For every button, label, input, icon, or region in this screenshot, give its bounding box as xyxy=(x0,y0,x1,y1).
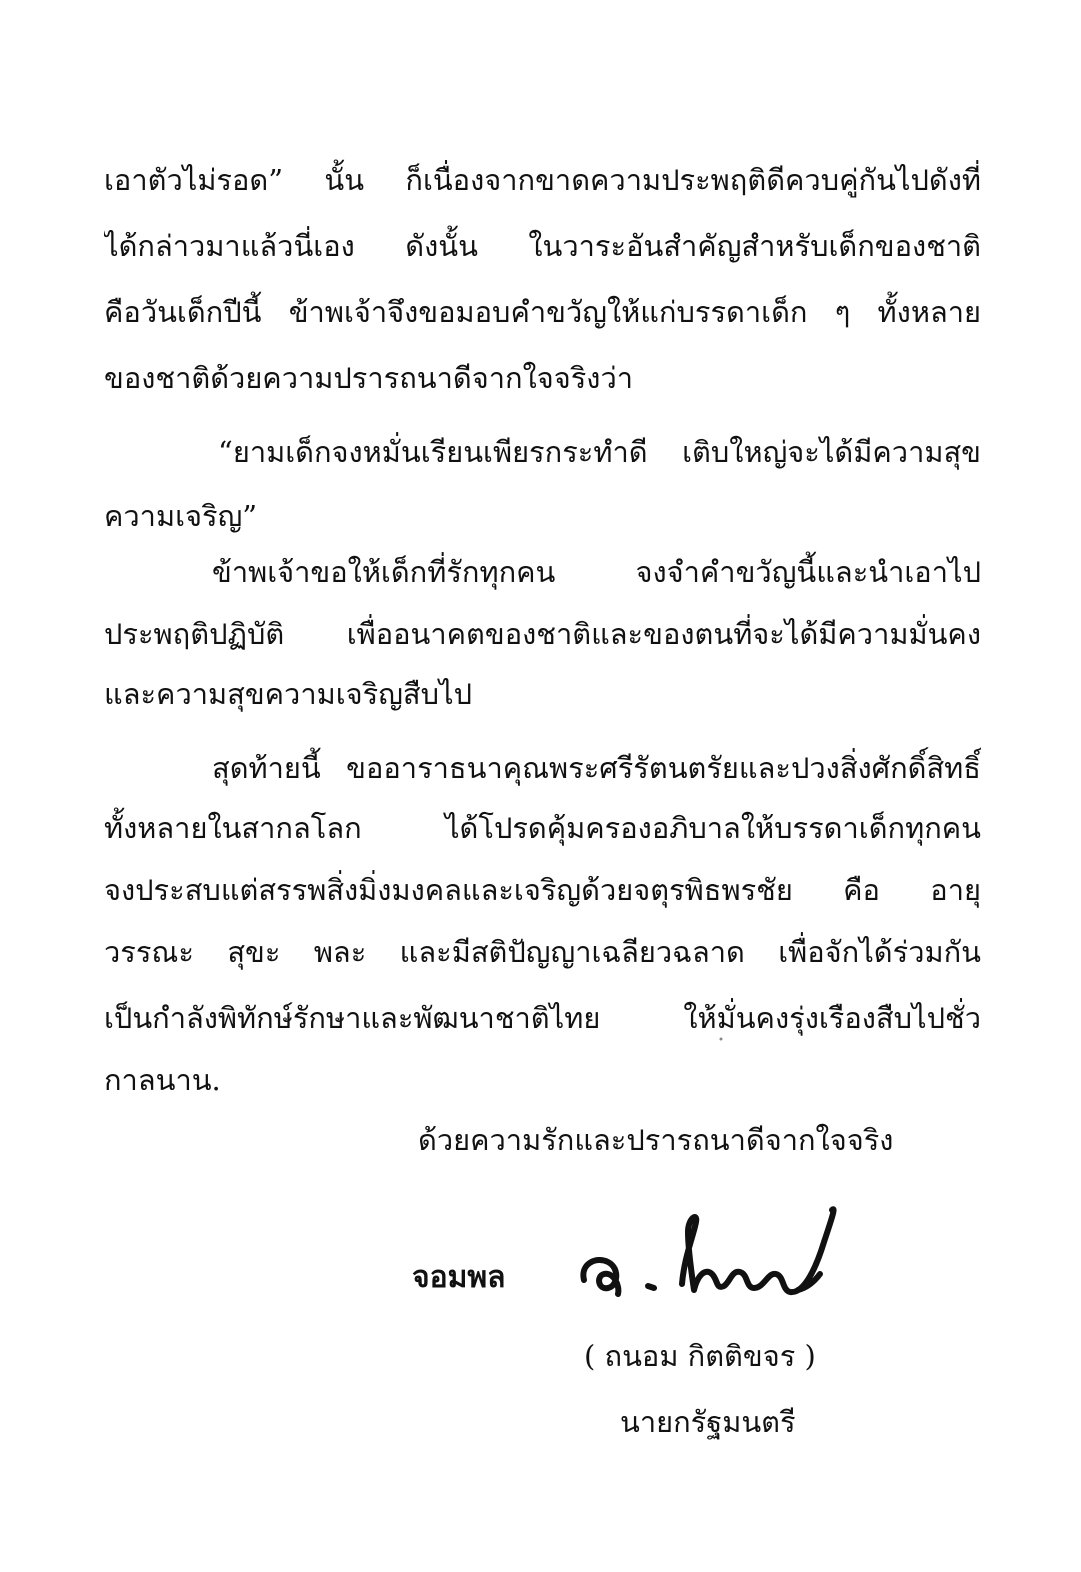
signer-name: ( ถนอม กิตติขจร ) xyxy=(584,1339,816,1373)
signer-title: นายกรัฐมนตรี xyxy=(620,1405,796,1439)
paragraph-line: วรรณะ สุขะ พละ และมีสติปัญญาเฉลียวฉลาด เพื่อจักได้ร่วมกัน xyxy=(104,935,981,969)
paragraph-line: จงประสบแต่สรรพสิ่งมิ่งมงคลและเจริญด้วยจตุรพิธพรชัย คือ อายุ xyxy=(104,873,981,907)
paragraph-line: ประพฤติปฏิบัติ เพื่ออนาคตของชาติและของตนที่จะได้มีความมั่นคง xyxy=(104,617,981,651)
handwritten-signature xyxy=(570,1198,850,1318)
paragraph-line: กาลนาน. xyxy=(104,1063,221,1097)
motto-line: “ยามเด็กจงหมั่นเรียนเพียรกระทำดี เติบใหญ่จะได้มีความสุข xyxy=(218,435,981,469)
paragraph-line: และความสุขความเจริญสืบไป xyxy=(104,677,473,711)
ink-speck xyxy=(718,1036,724,1042)
paragraph-line: สุดท้ายนี้ ขออาราธนาคุณพระศรีรัตนตรัยและปวงสิ่งศักดิ์สิทธิ์ xyxy=(212,751,981,785)
letter-line: คือวันเด็กปีนี้ ข้าพเจ้าจึงขอมอบคำขวัญให้แก่บรรดาเด็ก ๆ ทั้งหลาย xyxy=(104,295,981,329)
letter-line: เอาตัวไม่รอด” นั้น ก็เนื่องจากขาดความประพฤติดีควบคู่กันไปดังที่ xyxy=(104,163,981,197)
paragraph-line: ทั้งหลายในสากลโลก ได้โปรดคุ้มครองอภิบาลให้บรรดาเด็กทุกคน xyxy=(104,811,981,845)
letter-line: ได้กล่าวมาแล้วนี่เอง ดังนั้น ในวาระอันสำคัญสำหรับเด็กของชาติ xyxy=(104,229,981,263)
motto-line: ความเจริญ” xyxy=(104,499,258,533)
signer-rank: จอมพล xyxy=(412,1260,506,1295)
paragraph-line: ข้าพเจ้าขอให้เด็กที่รักทุกคน จงจำคำขวัญนี้และนำเอาไป xyxy=(212,555,981,589)
paragraph-line: เป็นกำลังพิทักษ์รักษาและพัฒนาชาติไทย ให้มั่นคงรุ่งเรืองสืบไปชั่ว xyxy=(104,1001,981,1035)
letter-line: ของชาติด้วยความปรารถนาดีจากใจจริงว่า xyxy=(104,361,634,395)
closing-line: ด้วยความรักและปรารถนาดีจากใจจริง xyxy=(418,1123,894,1157)
